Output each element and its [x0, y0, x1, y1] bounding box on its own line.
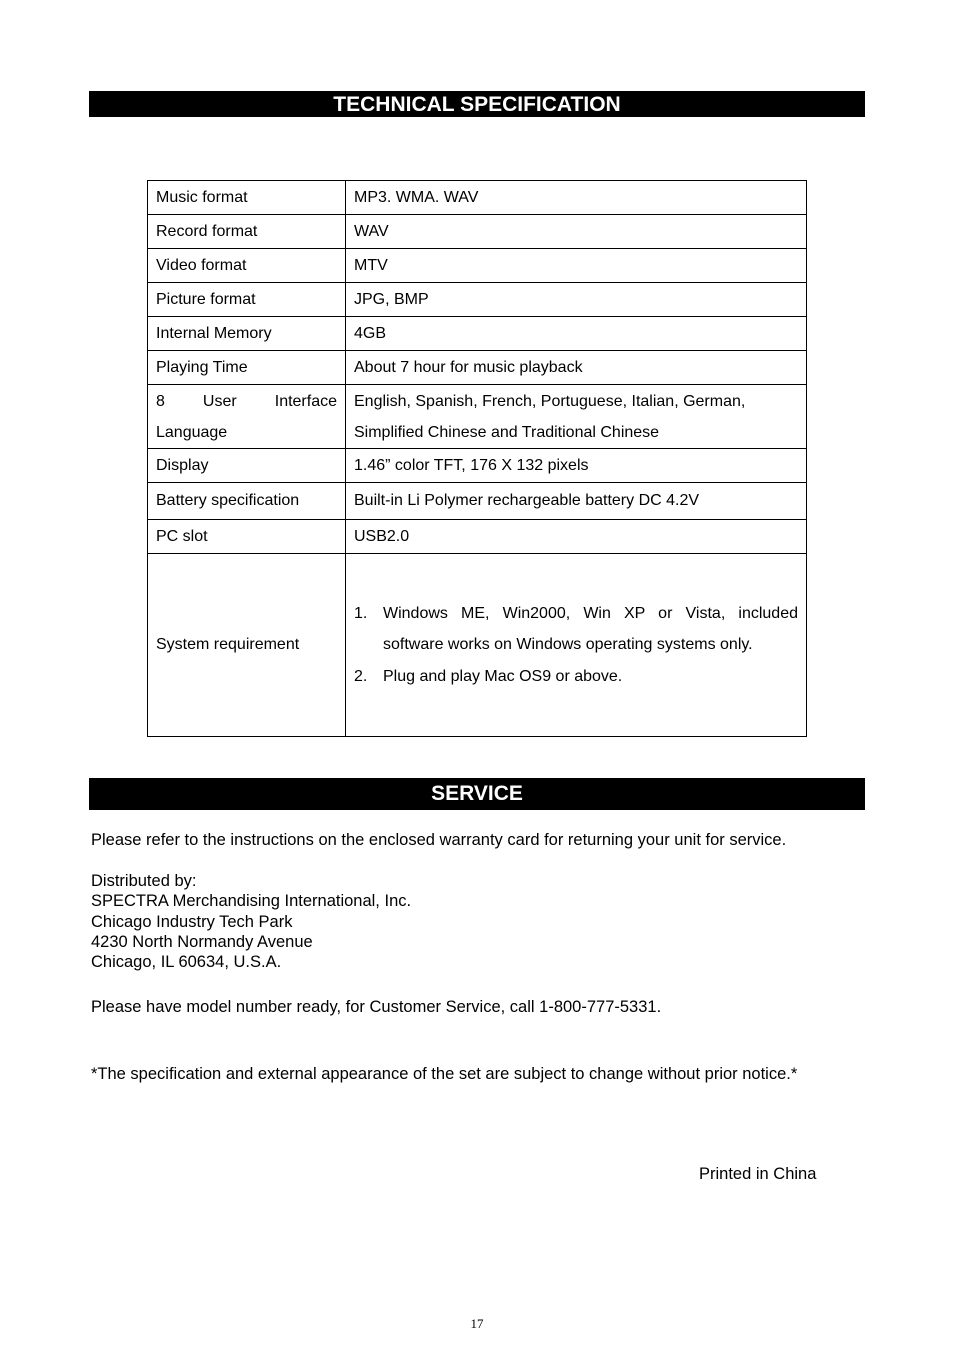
distributor-company: SPECTRA Merchandising International, Inc. [91, 892, 412, 911]
service-heading: SERVICE [89, 778, 865, 810]
distributor-label: Distributed by: [91, 872, 197, 890]
spec-key: Record format [148, 215, 346, 249]
table-row [148, 283, 807, 317]
table-row [148, 249, 807, 283]
list-number: 2. [354, 667, 368, 685]
spec-key: Music format [148, 181, 346, 215]
spec-value: MTV [346, 249, 807, 283]
disclaimer: *The specification and external appearance of the set are subject to change without prior notice.* [91, 1065, 798, 1083]
table-row [148, 317, 807, 351]
distributor-block [91, 871, 411, 972]
customer-service-note: Please have model number ready, for Customer Service, call 1-800-777-5331. [91, 998, 662, 1016]
table-row [148, 554, 807, 737]
spec-value: JPG, BMP [346, 283, 807, 317]
list-number: 1. [354, 604, 368, 622]
spec-value: WAV [346, 215, 807, 249]
spec-value: MP3. WMA. WAV [346, 181, 807, 215]
spec-value: USB2.0 [346, 520, 807, 554]
spec-table [147, 180, 807, 737]
spec-value-line: Simplified Chinese and Traditional Chinese [354, 423, 660, 441]
spec-value-line: English, Spanish, French, Portuguese, Italian, German, [354, 392, 746, 410]
table-row [148, 449, 807, 483]
technical-specification-heading: TECHNICAL SPECIFICATION [89, 91, 865, 117]
list-text: Plug and play Mac OS9 or above. [383, 667, 623, 685]
spec-key: Playing Time [148, 351, 346, 385]
spec-key: Internal Memory [148, 317, 346, 351]
distributor-park: Chicago Industry Tech Park [91, 912, 293, 931]
spec-key: Display [148, 449, 346, 483]
spec-key-line: Language [156, 423, 228, 441]
page-number: 17 [470, 1316, 484, 1331]
printed-in-label: Printed in China [699, 1165, 817, 1183]
service-instructions: Please refer to the instructions on the enclosed warranty card for returning your unit for service. [91, 831, 787, 849]
spec-key: Picture format [148, 283, 346, 317]
spec-key: System requirement [148, 554, 346, 737]
table-row [148, 351, 807, 385]
distributor-street: 4230 North Normandy Avenue [91, 932, 313, 951]
spec-value: 1.46” color TFT, 176 X 132 pixels [346, 449, 807, 483]
table-row [148, 520, 807, 554]
list-item [354, 598, 798, 661]
table-row [148, 483, 807, 520]
spec-value: Built-in Li Polymer rechargeable battery DC 4.2V [346, 483, 807, 520]
spec-value [346, 385, 807, 449]
system-requirement-list [354, 598, 798, 693]
spec-key: PC slot [148, 520, 346, 554]
spec-key [148, 385, 346, 449]
list-text: Windows ME, Win2000, Win XP or Vista, included software works on Windows operating systems only. [383, 604, 798, 654]
distributor-city: Chicago, IL 60634, U.S.A. [91, 953, 282, 972]
spec-value: 4GB [346, 317, 807, 351]
list-item [354, 661, 798, 693]
spec-value: About 7 hour for music playback [346, 351, 807, 385]
spec-key: Video format [148, 249, 346, 283]
table-row [148, 181, 807, 215]
table-row [148, 215, 807, 249]
spec-key: Battery specification [148, 483, 346, 520]
table-row [148, 385, 807, 449]
spec-value [346, 554, 807, 737]
spec-key-line: 8 User Interface [156, 392, 337, 410]
